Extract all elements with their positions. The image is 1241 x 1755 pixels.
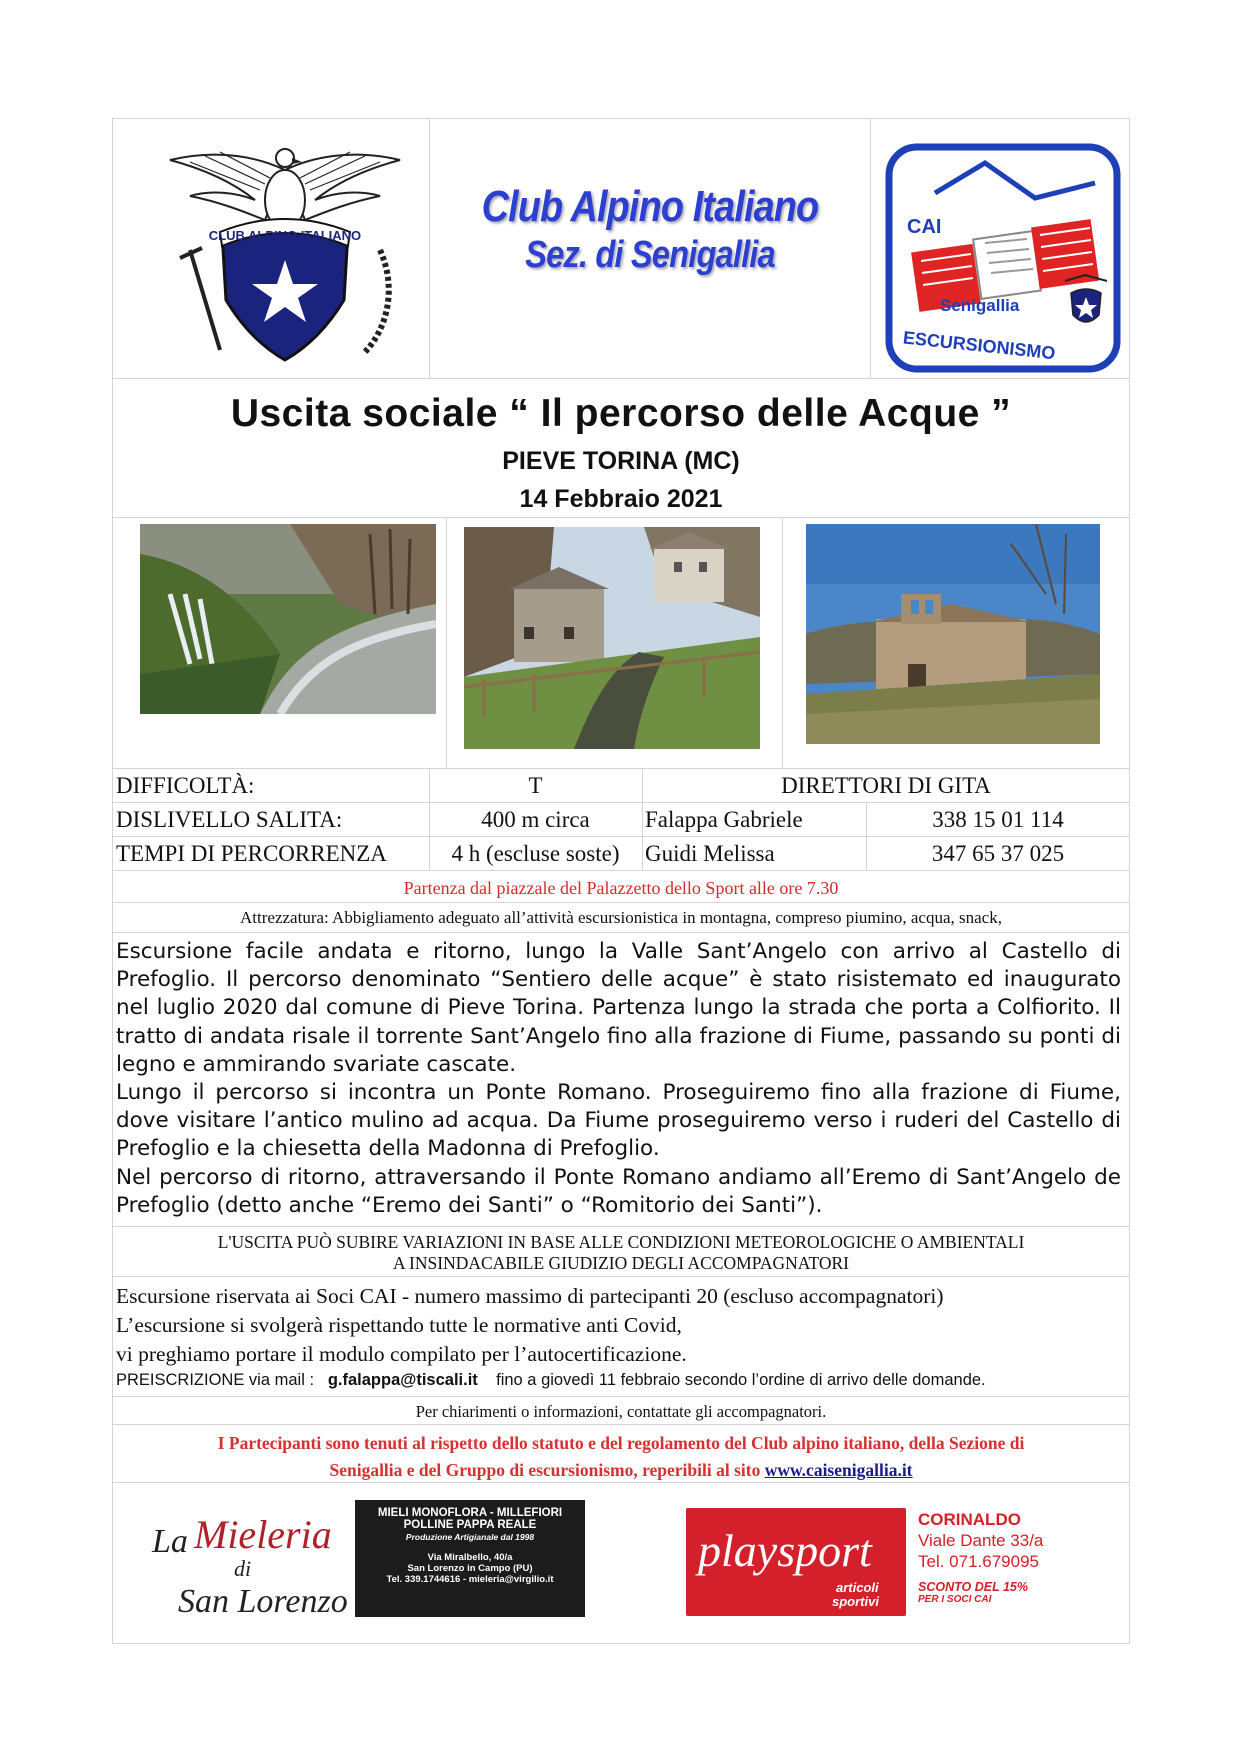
mieleria-sanlorenzo: San Lorenzo <box>178 1583 348 1618</box>
photo-divider-1 <box>446 517 447 768</box>
playsport-discount-sub: PER I SOCI CAI <box>918 1594 992 1605</box>
playsport-logo-sub2: sportivi <box>832 1594 879 1609</box>
equipment-note: Attrezzatura: Abbigliamento adeguato all’attività escursionistica in montagna, compreso piumino, acqua, snack, <box>240 908 1002 927</box>
prescr-bottom-line <box>112 1396 1130 1397</box>
header-divider-left <box>429 118 430 378</box>
event-place: PIEVE TORINA (MC) <box>502 447 740 475</box>
description-paragraph-1: Escursione facile andata e ritorno, lungo la Valle Sant’Angelo con arrivo al Castello di Prefoglio. Il percorso denominato “Sentiero delle acque” è stato risistemato ed inaugurato nel luglio 2020 dal comune di Pieve Torina. Partenza lungo la strada che porta a Colfiorito. Il tratto di andata risale il torrente Sant’Angelo fino alla frazione di Fiume, passando su ponti di legno e ammirando svariate cascate. <box>116 939 1121 1077</box>
mieleria-name: Mieleria <box>194 1512 332 1557</box>
difficulty-value: T <box>528 773 543 798</box>
photo-chapel <box>806 524 1100 744</box>
event-title: Uscita sociale “ Il percorso delle Acque ” <box>230 392 1012 435</box>
mieleria-box-line6: Tel. 339.1744616 - mieleria@virgilio.it <box>386 1574 554 1585</box>
mieleria-di: di <box>234 1556 252 1581</box>
contact-note: Per chiarimenti o informazioni, contattate gli accompagnatori. <box>415 1402 827 1421</box>
emblem-text: CLUB ALPINO ITALIANO <box>208 228 362 243</box>
mieleria-info-box <box>355 1500 585 1617</box>
mieleria-box-line2: POLLINE PAPPA REALE <box>403 1519 537 1531</box>
reservation-line-2: L’escursione si svolgerà rispettando tutte le normative anti Covid, <box>116 1313 682 1337</box>
org-title-line2: Sez. di Senigallia <box>525 234 775 276</box>
event-date: 14 Febbraio 2021 <box>519 485 723 513</box>
mieleria-la: La <box>152 1523 188 1560</box>
rules-line-2-text: Senigallia e del Gruppo di escursionismo, reperibili al sito <box>329 1460 761 1480</box>
prescription-line <box>116 1371 1126 1390</box>
warn-bottom-line <box>112 1276 1130 1277</box>
playsport-info <box>918 1510 1043 1605</box>
org-title-line1: Club Alpino Italiano <box>481 182 819 231</box>
difficulty-label: DIFFICOLTÀ: <box>116 773 255 798</box>
reservation-line-3: vi preghiamo portare il modulo compilato per l’autocertificazione. <box>116 1342 687 1366</box>
description-paragraph-2: Lungo il percorso si incontra un Ponte Romano. Proseguiremo fino alla frazione di Fiume, dove visitare l’antico mulino ad acqua. Da Fiume proseguiremo verso i ruderi del Castello di Prefoglio e la chiesetta della Madonna di Prefoglio. <box>116 1080 1121 1162</box>
esc-logo-city: Senigallia <box>940 296 1020 315</box>
warning-line-1: L'USCITA PUÒ SUBIRE VARIAZIONI IN BASE ALLE CONDIZIONI METEOROLOGICHE O AMBIENTALI <box>217 1232 1025 1252</box>
mieleria-box-line5: San Lorenzo in Campo (PU) <box>407 1563 533 1574</box>
time-value: 4 h (escluse soste) <box>451 841 620 866</box>
prescription-label: PREISCRIZIONE via mail : <box>116 1371 315 1389</box>
mieleria-box-line1: MIELI MONOFLORA - MILLEFIORI <box>377 1507 563 1519</box>
contact-bottom-line <box>112 1424 1130 1425</box>
departure-note: Partenza dal piazzale del Palazzetto dello Sport alle ore 7.30 <box>403 878 839 898</box>
header-bottom-line <box>112 378 1130 379</box>
elevation-label: DISLIVELLO SALITA: <box>116 807 343 832</box>
playsport-city: CORINALDO <box>918 1510 1021 1529</box>
org-title <box>461 182 839 278</box>
escursionismo-logo <box>885 143 1121 373</box>
reservation-info <box>116 1282 1126 1369</box>
title-bottom-line <box>112 517 1130 518</box>
weather-warning <box>112 1232 1130 1274</box>
director-name-2: Guidi Melissa <box>645 841 775 866</box>
photo-waterfall-stream <box>140 524 436 714</box>
description-paragraph-3: Nel percorso di ritorno, attraversando il Ponte Romano andiamo all’Eremo di Sant’Angelo de Prefoglio (detto anche “Eremo dei Santi” o “Romitorio dei Santi”). <box>116 1164 1121 1218</box>
mieleria-logo <box>148 1496 348 1618</box>
description <box>116 938 1121 1220</box>
desc-bottom-line <box>112 1226 1130 1227</box>
warning-line-2: A INSINDACABILE GIUDIZIO DEGLI ACCOMPAGNATORI <box>393 1253 849 1273</box>
prescription-deadline: fino a giovedì 11 febbraio secondo l’ordine di arrivo delle domande. <box>496 1371 986 1389</box>
directors-header: DIRETTORI DI GITA <box>781 773 991 798</box>
director-name-1: Falappa Gabriele <box>645 807 803 832</box>
photo-divider-2 <box>782 517 783 768</box>
mieleria-box-line3: Produzione Artigianale dal 1998 <box>405 1532 535 1542</box>
time-label: TEMPI DI PERCORRENZA <box>116 841 387 866</box>
reservation-line-1: Escursione riservata ai Soci CAI - numero massimo di partecipanti 20 (escluso accompagnatori) <box>116 1284 944 1308</box>
cai-emblem-logo <box>160 140 410 375</box>
playsport-phone: Tel. 071.679095 <box>918 1552 1039 1571</box>
elevation-value: 400 m circa <box>481 807 590 832</box>
rules-note <box>112 1430 1130 1484</box>
playsport-logo-sub1: articoli <box>836 1580 879 1595</box>
director-phone-1: 338 15 01 114 <box>932 807 1064 832</box>
prescription-email[interactable]: g.falappa@tiscali.it <box>327 1371 478 1389</box>
table-row-line-2 <box>112 836 1130 837</box>
photo-old-mill <box>464 527 760 749</box>
playsport-logo-text: playsport <box>698 1525 872 1576</box>
table-bottom-line <box>112 870 1130 871</box>
esc-logo-section: ESCURSIONISMO <box>902 327 1057 364</box>
note-line-2 <box>112 932 1130 933</box>
esc-logo-cai: CAI <box>907 216 942 238</box>
director-phone-2: 347 65 37 025 <box>931 841 1065 866</box>
header-divider-right <box>870 118 871 378</box>
note-line-1 <box>112 902 1130 903</box>
playsport-logo <box>686 1508 906 1616</box>
rules-line-2 <box>112 1457 1130 1484</box>
table-top-line <box>112 768 1130 769</box>
rules-line-1: I Partecipanti sono tenuti al rispetto dello statuto e del regolamento del Club alpino italiano, della Sezione di <box>217 1433 1025 1453</box>
table-row-line-1 <box>112 802 1130 803</box>
mieleria-box-line4: Via Miralbello, 40/a <box>427 1552 513 1563</box>
playsport-discount: SCONTO DEL 15% <box>918 1580 1028 1594</box>
playsport-address: Viale Dante 33/a <box>918 1531 1044 1550</box>
rules-site-link[interactable]: www.caisenigallia.it <box>764 1460 913 1480</box>
